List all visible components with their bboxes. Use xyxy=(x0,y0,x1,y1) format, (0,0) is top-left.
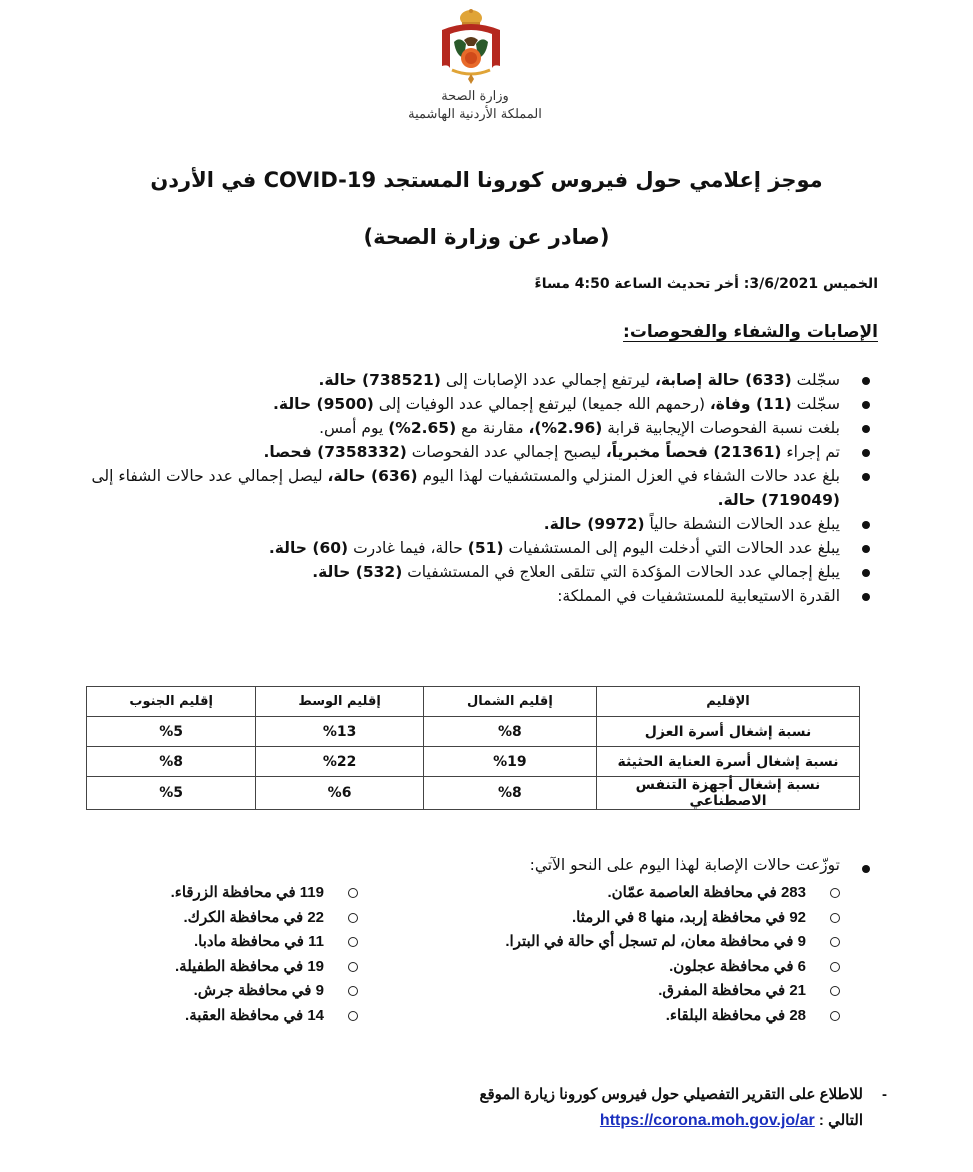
governorate-item xyxy=(171,881,358,906)
document-title: موجز إعلامي حول فيروس كورونا المستجد COVID-19 في الأردن xyxy=(150,168,823,192)
ministry-name xyxy=(400,88,550,124)
distribution-heading-text: توزّعت حالات الإصابة لهذا اليوم على النحو الآتي: xyxy=(529,856,840,874)
bold-text: (738521) حالة. xyxy=(318,371,441,389)
circle-bullet-icon xyxy=(830,888,840,898)
ministry-line-1: وزارة الصحة xyxy=(441,89,509,104)
table-header-cell: إقليم الشمال xyxy=(423,687,596,717)
governorate-text: 21 في محافظة المفرق. xyxy=(658,982,806,999)
row-label: نسبة إشغال أجهزة التنفس الاصطناعي xyxy=(597,777,860,810)
table-row xyxy=(87,717,860,747)
cell-north: %19 xyxy=(423,747,596,777)
bullet-item xyxy=(88,536,878,560)
governorate-list-right xyxy=(505,881,840,1028)
bold-text: (60) حالة. xyxy=(268,539,349,557)
text: ليصبح إجمالي عدد الفحوصات xyxy=(406,443,606,461)
text: القدرة الاستيعابية للمستشفيات في المملكة: xyxy=(557,587,840,605)
governorate-item xyxy=(505,930,840,955)
circle-bullet-icon xyxy=(348,937,358,947)
ministry-line-2: المملكة الأردنية الهاشمية xyxy=(408,107,542,122)
text: سجّلت xyxy=(791,371,840,389)
distribution-heading xyxy=(530,856,878,874)
text: حالة، فيما غادرت xyxy=(348,539,468,557)
text: يبلغ عدد الحالات النشطة حالياً xyxy=(644,515,840,533)
governorate-item xyxy=(505,906,840,931)
section-heading: الإصابات والشفاء والفحوصات: xyxy=(623,322,878,342)
bold-text: (7358332) فحصا. xyxy=(263,443,407,461)
table-header-cell: الإقليم xyxy=(597,687,860,717)
cell-center: %13 xyxy=(256,717,423,747)
bold-text: (21361) فحصاً مخبرياً، xyxy=(605,443,782,461)
bullet-icon xyxy=(862,545,870,553)
governorate-item xyxy=(505,979,840,1004)
circle-bullet-icon xyxy=(348,962,358,972)
circle-bullet-icon xyxy=(348,913,358,923)
table-header-cell: إقليم الجنوب xyxy=(87,687,256,717)
table-header-row xyxy=(87,687,860,717)
governorate-text: 11 في محافظة مادبا. xyxy=(193,933,324,950)
bold-text: (719049) حالة. xyxy=(717,491,840,509)
jordan-emblem-icon xyxy=(434,8,508,88)
hospital-capacity-table xyxy=(86,686,860,810)
bold-text: (2.65%) xyxy=(388,419,457,437)
bullet-item xyxy=(88,416,878,440)
row-label: نسبة إشغال أسرة العزل xyxy=(597,717,860,747)
governorate-text: 19 في محافظة الطفيلة. xyxy=(175,957,324,975)
governorate-text: 9 في محافظة جرش. xyxy=(193,982,324,999)
circle-bullet-icon xyxy=(348,986,358,996)
table-row xyxy=(87,747,860,777)
governorate-item xyxy=(505,1004,840,1029)
circle-bullet-icon xyxy=(830,913,840,923)
text: بلغت نسبة الفحوصات الإيجابية قرابة xyxy=(602,419,840,437)
bullet-icon xyxy=(862,521,870,529)
governorate-list-left xyxy=(171,881,358,1028)
footer-line-1: للاطلاع على التقرير التفصيلي حول فيروس كورونا زيارة الموقع xyxy=(479,1086,863,1103)
bullet-icon xyxy=(862,593,870,601)
cell-center: %22 xyxy=(256,747,423,777)
governorate-item xyxy=(171,906,358,931)
circle-bullet-icon xyxy=(830,986,840,996)
cell-south: %5 xyxy=(87,777,256,810)
bullet-item xyxy=(88,560,878,584)
governorate-item xyxy=(171,955,358,980)
text: يوم أمس. xyxy=(319,419,389,437)
text: يبلغ عدد الحالات التي أدخلت اليوم إلى المستشفيات xyxy=(503,539,840,557)
cell-north: %8 xyxy=(423,717,596,747)
governorate-text: 6 في محافظة عجلون. xyxy=(669,957,806,975)
governorate-text: 9 في محافظة معان، لم تسجل أي حالة في البترا. xyxy=(505,933,806,950)
bullet-item xyxy=(88,392,878,416)
text: (رحمهم الله جميعا) ليرتفع إجمالي عدد الوفيات إلى xyxy=(373,395,710,413)
document-subtitle: (صادر عن وزارة الصحة) xyxy=(363,225,610,249)
text: مقارنة مع xyxy=(456,419,529,437)
governorate-text: 119 في محافظة الزرقاء. xyxy=(170,884,324,901)
footer-note xyxy=(479,1082,887,1134)
governorate-item xyxy=(171,979,358,1004)
bold-text: (633) حالة إصابة، xyxy=(654,371,792,389)
bold-text: (636) حالة، xyxy=(327,467,418,485)
text: ليصل إجمالي عدد حالات الشفاء إلى xyxy=(91,467,328,485)
corona-website-link[interactable]: https://corona.moh.gov.jo/ar xyxy=(599,1112,815,1129)
governorate-text: 92 في محافظة إربد، منها 8 في الرمثا. xyxy=(571,908,806,926)
governorate-text: 28 في محافظة البلقاء. xyxy=(665,1006,806,1024)
bullet-icon xyxy=(862,449,870,457)
governorate-text: 14 في محافظة العقبة. xyxy=(185,1006,324,1024)
stats-bullet-list xyxy=(88,368,878,608)
text: سجّلت xyxy=(791,395,840,413)
bullet-icon xyxy=(862,425,870,433)
circle-bullet-icon xyxy=(348,888,358,898)
bold-text: (11) وفاة، xyxy=(709,395,792,413)
governorate-item xyxy=(505,955,840,980)
bullet-item xyxy=(88,464,878,512)
bullet-icon xyxy=(862,473,870,481)
bold-text: (2.96%)، xyxy=(528,419,603,437)
cell-south: %8 xyxy=(87,747,256,777)
governorate-text: 22 في محافظة الكرك. xyxy=(183,908,324,926)
date-line: الخميس 3/6/2021: أخر تحديث الساعة 4:50 مساءً xyxy=(534,276,878,292)
text: يبلغ إجمالي عدد الحالات المؤكدة التي تتلقى العلاج في المستشفيات xyxy=(402,563,840,581)
footer-prefix: التالي : xyxy=(814,1112,863,1129)
bullet-icon xyxy=(862,401,870,409)
cell-north: %8 xyxy=(423,777,596,810)
footer-line-2 xyxy=(479,1108,863,1134)
bullet-item xyxy=(88,512,878,536)
bullet-item xyxy=(88,440,878,464)
row-label: نسبة إشغال أسرة العناية الحثيثة xyxy=(597,747,860,777)
bold-text: (51) xyxy=(467,539,504,557)
text: ليرتفع إجمالي عدد الإصابات إلى xyxy=(440,371,655,389)
table-row xyxy=(87,777,860,810)
bold-text: (9972) حالة. xyxy=(543,515,645,533)
governorate-text: 283 في محافظة العاصمة عمّان. xyxy=(607,884,806,901)
bullet-icon xyxy=(862,865,870,873)
bold-text: (532) حالة. xyxy=(312,563,403,581)
text: بلغ عدد حالات الشفاء في العزل المنزلي والمستشفيات لهذا اليوم xyxy=(417,467,840,485)
bullet-item xyxy=(88,368,878,392)
text: تم إجراء xyxy=(781,443,840,461)
bold-text: (9500) حالة. xyxy=(273,395,374,413)
circle-bullet-icon xyxy=(348,1011,358,1021)
circle-bullet-icon xyxy=(830,937,840,947)
table-header-cell: إقليم الوسط xyxy=(256,687,423,717)
governorate-item xyxy=(171,1004,358,1029)
circle-bullet-icon xyxy=(830,1011,840,1021)
dash-bullet: - xyxy=(882,1086,887,1103)
cell-center: %6 xyxy=(256,777,423,810)
governorate-item xyxy=(171,930,358,955)
circle-bullet-icon xyxy=(830,962,840,972)
bullet-icon xyxy=(862,569,870,577)
cell-south: %5 xyxy=(87,717,256,747)
governorate-item xyxy=(505,881,840,906)
bullet-icon xyxy=(862,377,870,385)
bullet-item xyxy=(88,584,878,608)
